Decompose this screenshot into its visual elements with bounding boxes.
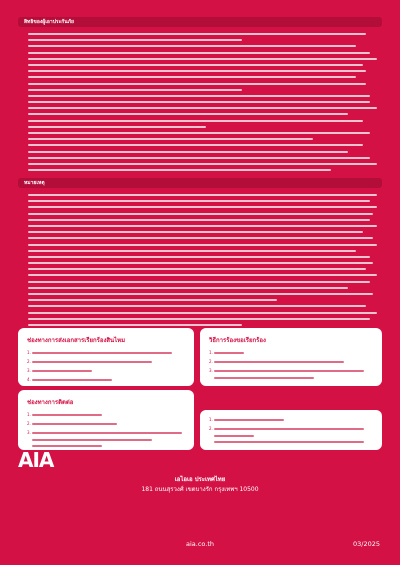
rights-section-title: สิทธิของผู้เอาประกันภัย [18, 17, 382, 27]
company-name: เอไอเอ ประเทศไทย [174, 476, 226, 483]
company-address: 181 ถนนสุรวงศ์ เขตบางรัก กรุงเทพฯ 10500 [141, 486, 259, 493]
notes-text-block [22, 194, 378, 330]
contact-title: ช่องทางการติดต่อ [27, 399, 74, 406]
claim-channels-card: ช่องทางการส่งเอกสารเรียกร้องสินไหม 1. 2. 3. 4. [18, 328, 194, 386]
aia-logo: AIA [18, 448, 54, 472]
claim-channels-title: ช่องทางการส่งเอกสารเรียกร้องสินไหม [27, 337, 126, 344]
payment-methods-card: วิธีการร้องขอเรียกร้อง 1. 2. 3. [200, 328, 382, 386]
rights-text-block [22, 33, 378, 175]
payment-methods-title: วิธีการร้องขอเรียกร้อง [209, 337, 266, 344]
notes-section-title: หมายเหตุ [18, 178, 382, 188]
contact-card: ช่องทางการติดต่อ 1. 2. 3. [18, 390, 194, 450]
issue-date: 03/2025 [352, 540, 380, 548]
website-link[interactable]: aia.co.th [185, 540, 214, 548]
office-card: 1. 2. [200, 410, 382, 450]
